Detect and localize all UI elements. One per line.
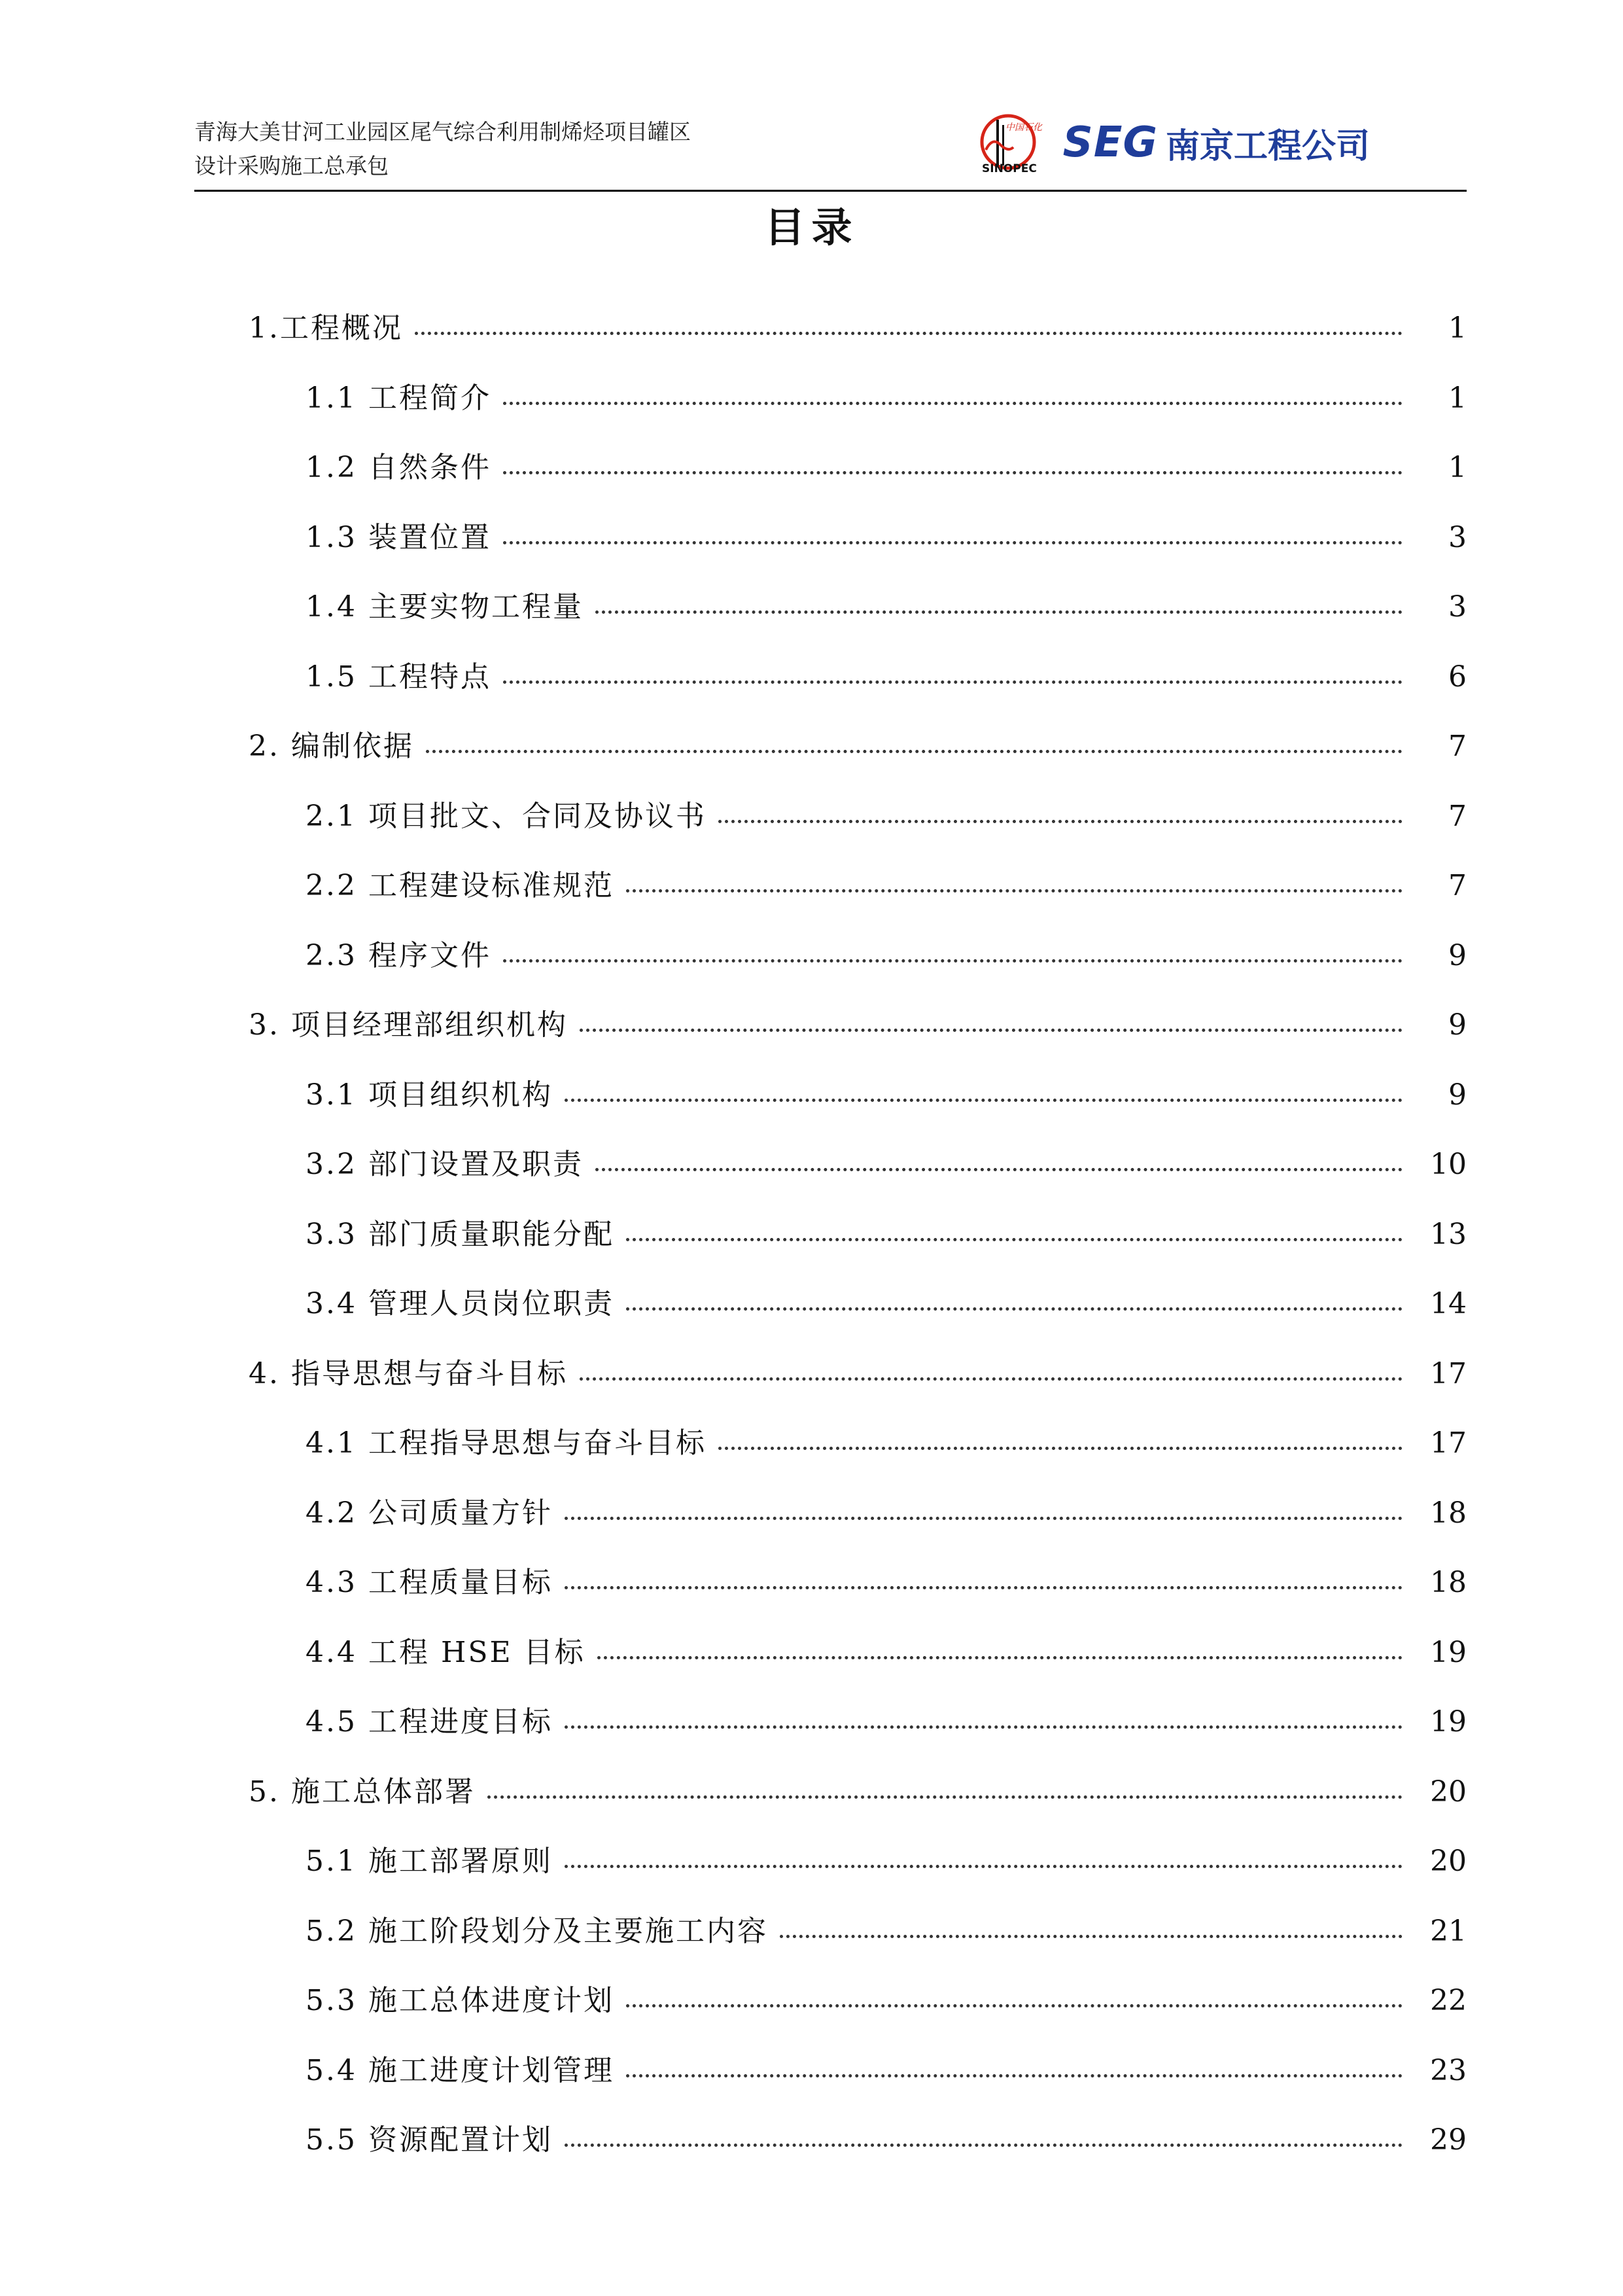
toc-subsection-entry[interactable] — [0, 2047, 1623, 2117]
toc-subsection-entry[interactable] — [0, 1210, 1623, 1280]
toc-subsection-entry[interactable] — [0, 1559, 1623, 1629]
toc-entry-label: 2.2 工程建设标准规范 — [305, 869, 614, 902]
toc-page-number: 1 — [1448, 451, 1467, 484]
toc-entry-label: 2. 编制依据 — [249, 730, 414, 763]
seg-brand-mark: SEG — [1062, 118, 1158, 167]
toc-page-number: 29 — [1430, 2123, 1467, 2157]
toc-page-number: 19 — [1430, 1705, 1467, 1739]
svg-text:SINOPEC: SINOPEC — [981, 162, 1037, 175]
toc-dot-leader — [565, 1517, 1403, 1520]
toc-section-entry[interactable] — [0, 722, 1623, 792]
toc-page-number: 18 — [1430, 1496, 1467, 1530]
toc-entry-label: 5.2 施工阶段划分及主要施工内容 — [305, 1914, 768, 1948]
toc-subsection-entry[interactable] — [0, 1419, 1623, 1489]
toc-dot-leader — [718, 820, 1403, 823]
toc-entry-label: 3.4 管理人员岗位职责 — [305, 1287, 614, 1320]
header-line-2: 设计采购施工总承包 — [194, 153, 389, 179]
toc-page-number: 19 — [1430, 1635, 1467, 1669]
toc-page-number: 9 — [1448, 1078, 1467, 1112]
toc-page-number: 17 — [1430, 1426, 1467, 1460]
toc-subsection-entry[interactable] — [0, 653, 1623, 723]
toc-dot-leader — [487, 1795, 1403, 1799]
toc-entry-label: 3.1 项目组织机构 — [305, 1078, 553, 1112]
toc-page-number: 1 — [1448, 311, 1467, 345]
toc-dot-leader — [503, 541, 1403, 544]
toc-entry-label: 3. 项目经理部组织机构 — [249, 1008, 568, 1042]
toc-section-entry[interactable] — [0, 1350, 1623, 1420]
toc-page-number: 23 — [1430, 2053, 1467, 2087]
toc-page-number: 13 — [1430, 1217, 1467, 1251]
toc-section-entry[interactable] — [0, 304, 1623, 374]
toc-entry-label: 5.4 施工进度计划管理 — [305, 2053, 614, 2087]
svg-text:中国石化: 中国石化 — [1005, 122, 1042, 133]
toc-dot-leader — [580, 1377, 1403, 1381]
toc-page-number: 10 — [1430, 1148, 1467, 1181]
toc-page-number: 6 — [1448, 660, 1467, 694]
toc-dot-leader — [718, 1447, 1403, 1450]
toc-subsection-entry[interactable] — [0, 1280, 1623, 1350]
toc-entry-label: 1.1 工程简介 — [305, 381, 491, 415]
toc-entry-label: 4.1 工程指导思想与奋斗目标 — [305, 1426, 707, 1460]
toc-dot-leader — [597, 1656, 1403, 1659]
toc-dot-leader — [565, 1865, 1403, 1868]
table-of-contents — [0, 304, 1623, 2186]
page-title: 目录 — [764, 203, 859, 251]
toc-entry-label: 4.4 工程 HSE 目标 — [305, 1635, 585, 1669]
toc-entry-label: 5. 施工总体部署 — [249, 1775, 476, 1809]
toc-entry-label: 5.1 施工部署原则 — [305, 1845, 553, 1878]
toc-dot-leader — [780, 1935, 1403, 1938]
toc-entry-label: 5.5 资源配置计划 — [305, 2123, 553, 2157]
toc-subsection-entry[interactable] — [0, 932, 1623, 1002]
toc-subsection-entry[interactable] — [0, 1140, 1623, 1210]
toc-subsection-entry[interactable] — [0, 1698, 1623, 1768]
toc-entry-label: 3.2 部门设置及职责 — [305, 1148, 584, 1181]
toc-entry-label: 4.2 公司质量方针 — [305, 1496, 553, 1530]
toc-subsection-entry[interactable] — [0, 2116, 1623, 2186]
toc-dot-leader — [426, 750, 1403, 753]
toc-subsection-entry[interactable] — [0, 374, 1623, 444]
toc-entry-label: 1.3 装置位置 — [305, 520, 491, 554]
toc-section-entry[interactable] — [0, 1768, 1623, 1838]
toc-subsection-entry[interactable] — [0, 1907, 1623, 1977]
toc-dot-leader — [503, 402, 1403, 405]
toc-dot-leader — [595, 1168, 1403, 1171]
toc-entry-label: 2.1 项目批文、合同及协议书 — [305, 799, 707, 833]
toc-page-number: 20 — [1430, 1775, 1467, 1809]
toc-page-number: 21 — [1430, 1914, 1467, 1948]
toc-subsection-entry[interactable] — [0, 862, 1623, 932]
page-header — [194, 110, 1467, 192]
toc-dot-leader — [626, 889, 1403, 892]
toc-dot-leader — [503, 680, 1403, 684]
toc-entry-label: 4. 指导思想与奋斗目标 — [249, 1356, 568, 1390]
header-project-title — [194, 115, 691, 183]
toc-page-number: 20 — [1430, 1845, 1467, 1878]
toc-entry-label: 5.3 施工总体进度计划 — [305, 1984, 614, 2017]
toc-dot-leader — [626, 1307, 1403, 1311]
toc-subsection-entry[interactable] — [0, 583, 1623, 653]
toc-dot-leader — [626, 1238, 1403, 1241]
toc-dot-leader — [626, 2074, 1403, 2077]
toc-dot-leader — [626, 2004, 1403, 2007]
toc-page-number: 14 — [1430, 1287, 1467, 1320]
header-line-1: 青海大美甘河工业园区尾气综合利用制烯烃项目罐区 — [194, 119, 691, 145]
toc-page-number: 3 — [1448, 590, 1467, 624]
toc-entry-label: 4.3 工程质量目标 — [305, 1566, 553, 1599]
toc-page-number: 7 — [1448, 869, 1467, 902]
toc-dot-leader — [595, 610, 1403, 614]
toc-entry-label: 1.2 自然条件 — [305, 451, 491, 484]
toc-subsection-entry[interactable] — [0, 1071, 1623, 1141]
toc-subsection-entry[interactable] — [0, 514, 1623, 584]
toc-dot-leader — [565, 1725, 1403, 1729]
toc-dot-leader — [580, 1029, 1403, 1032]
toc-entry-label: 1.4 主要实物工程量 — [305, 590, 584, 624]
toc-subsection-entry[interactable] — [0, 1489, 1623, 1559]
toc-page-number: 7 — [1448, 730, 1467, 763]
company-name: 南京工程公司 — [1165, 126, 1370, 166]
toc-entry-label: 1.工程概况 — [249, 311, 403, 345]
toc-dot-leader — [565, 2144, 1403, 2147]
toc-dot-leader — [565, 1586, 1403, 1589]
toc-entry-label: 2.3 程序文件 — [305, 938, 491, 972]
toc-dot-leader — [503, 959, 1403, 963]
toc-page-number: 3 — [1448, 520, 1467, 554]
company-logo — [979, 110, 1370, 175]
toc-dot-leader — [565, 1099, 1403, 1102]
toc-entry-label: 3.3 部门质量职能分配 — [305, 1217, 614, 1251]
sinopec-emblem-icon — [979, 111, 1058, 175]
toc-entry-label: 4.5 工程进度目标 — [305, 1705, 553, 1739]
toc-dot-leader — [415, 332, 1403, 335]
toc-subsection-entry[interactable] — [0, 1977, 1623, 2047]
toc-page-number: 22 — [1430, 1984, 1467, 2017]
toc-page-number: 9 — [1448, 1008, 1467, 1042]
toc-subsection-entry[interactable] — [0, 1629, 1623, 1699]
toc-page-number: 18 — [1430, 1566, 1467, 1599]
toc-page-number: 1 — [1448, 381, 1467, 415]
toc-subsection-entry[interactable] — [0, 792, 1623, 862]
toc-entry-label: 1.5 工程特点 — [305, 660, 491, 694]
toc-page-number: 9 — [1448, 938, 1467, 972]
toc-page-number: 7 — [1448, 799, 1467, 833]
toc-dot-leader — [503, 471, 1403, 474]
toc-subsection-entry[interactable] — [0, 1837, 1623, 1907]
toc-section-entry[interactable] — [0, 1001, 1623, 1071]
toc-page-number: 17 — [1430, 1356, 1467, 1390]
toc-subsection-entry[interactable] — [0, 444, 1623, 514]
